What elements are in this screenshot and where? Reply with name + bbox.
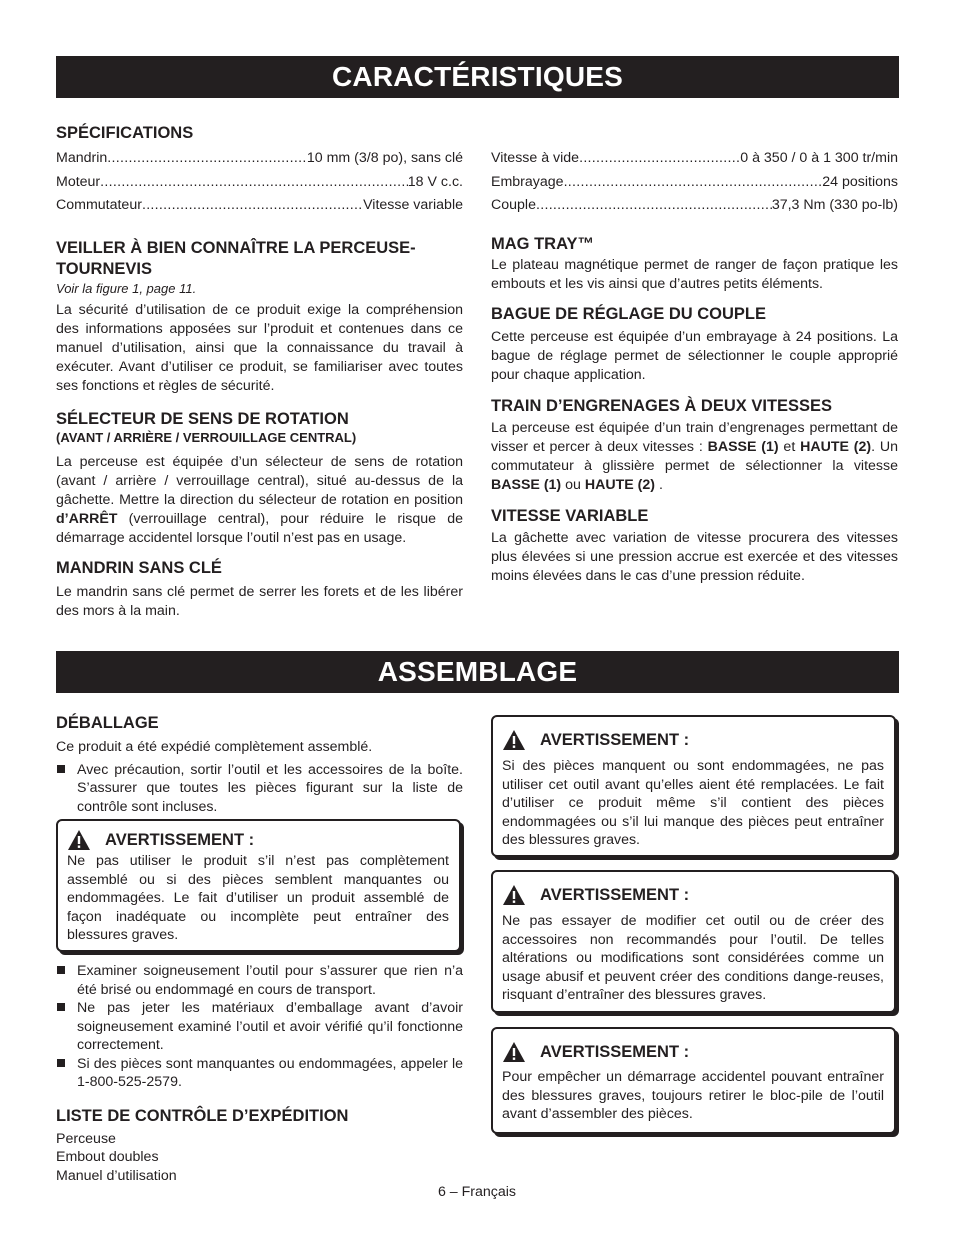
know-text: La sécurité d’utilisation de ce produit exige la compréhension des informations apposées sur l’produit et contenues dans ce manuel d’utilisation, ainsi que la connaissance du travail à exécuter. Avant d’utiliser ce produit, se familiariser avec toutes ses fonctions et règles de sécurité.: [56, 301, 463, 394]
gear-heading: TRAIN D’ENGRENAGES À DEUX VITESSES: [491, 396, 833, 415]
magtray-heading: MAG TRAY™: [491, 234, 594, 253]
specifications-left: [56, 123, 463, 621]
list-item: Ne pas jeter les matériaux d’emballage avant d’avoir soigneusement examiné l’outil et avoir vérifié qu’il fonctionne correctement.: [56, 999, 463, 1055]
spec-leader: [142, 194, 363, 218]
gear-text: [491, 419, 898, 495]
page-footer: 6 – Français: [437, 1184, 517, 1200]
spec-row: [491, 147, 898, 171]
unpacking-bullets: [56, 962, 463, 1185]
specifications-heading: SPÉCIFICATIONS: [56, 124, 194, 142]
selector-text: [56, 453, 463, 548]
gear-text-5: .: [655, 476, 663, 493]
warning-triangle-icon: [67, 829, 91, 851]
spec-label: Couple: [491, 197, 536, 213]
gear-text-2: et: [778, 438, 801, 455]
chuck-text: Le mandrin sans clé permet de serrer les forets et de les libérer des mors à la main.: [56, 583, 463, 619]
unpacking-section: [56, 713, 463, 816]
warning-triangle-icon: [502, 1041, 526, 1063]
section-title-assemblage: ASSEMBLAGE: [56, 651, 899, 693]
spec-row: [56, 147, 463, 171]
warning-text: Si des pièces manquent ou sont endommagées, ne pas utiliser cet outil avant qu’elles aient été remplacées. Le fait d’utiliser ce produit même s’il contient des pièces endommagées ou s’il lui manque des pièces peut entraîner des blessures graves.: [502, 758, 884, 848]
spec-value: 37,3 Nm (330 po-lb): [771, 197, 898, 213]
warning-header: [502, 884, 884, 906]
spec-value: 18 V c.c.: [407, 173, 463, 190]
section-title-caracteristiques: CARACTÉRISTIQUES: [56, 56, 899, 98]
spec-label: Commutateur: [56, 197, 142, 213]
spec-label: Vitesse à vide: [491, 150, 580, 166]
gear-bold-4: HAUTE (2): [584, 476, 655, 493]
selector-subheading: (AVANT / ARRIÈRE / VERROUILLAGE CENTRAL): [56, 429, 357, 445]
list-item: Examiner soigneusement l’outil pour s’assurer que rien n’a été brisé ou endommagé en cours de transport.: [56, 962, 463, 999]
gear-bold-3: BASSE (1): [491, 476, 562, 493]
gear-text-1: La perceuse est équipée d’un train d’engrenages permettant de visser et percer à deux vitesses :: [491, 419, 898, 455]
spec-label: Embrayage: [491, 173, 564, 190]
warning-text: Ne pas utiliser le produit s’il n’est pas complètement assemblé ou si des pièces semblent manquantes ou endommagées. Le fait d’utiliser un produit assemblé de façon inadéquate ou incomplète peut entraîner des blessures graves.: [67, 853, 449, 943]
spec-row: [491, 194, 898, 218]
warning-title: AVERTISSEMENT :: [105, 831, 255, 849]
spec-leader: [107, 147, 307, 171]
warning-title: AVERTISSEMENT :: [540, 886, 690, 904]
figure-note: Voir la figure 1, page 11.: [56, 280, 197, 296]
specifications-right: [491, 147, 898, 586]
spec-row: [56, 171, 463, 195]
spec-row: [56, 194, 463, 218]
list-item: Avec précaution, sortir l’outil et les accessoires de la boîte. S’assurer que toutes les pièces figurant sur la liste de contrôle sont incluses.: [56, 761, 463, 817]
gear-bold-1: BASSE (1): [707, 438, 779, 455]
spec-value: 0 à 350 / 0 à 1 300 tr/min: [740, 150, 898, 166]
warning-triangle-icon: [502, 884, 526, 906]
warning-box: [491, 1027, 896, 1134]
gear-text-3: . Un commutateur à glissière permet de sélectionner la vitesse: [491, 438, 898, 474]
warning-title: AVERTISSEMENT :: [540, 731, 690, 749]
selector-text-bold: d’ARRÊT: [56, 510, 118, 527]
checklist-item: Perceuse: [56, 1130, 116, 1147]
checklist-heading: LISTE DE CONTRÔLE D’EXPÉDITION: [56, 1106, 349, 1125]
spec-label: Mandrin: [56, 150, 108, 166]
know-heading: VEILLER À BIEN CONNAÎTRE LA PERCEUSE-TOURNEVIS: [56, 238, 416, 278]
checklist-item: Manuel d’utilisation: [56, 1167, 177, 1184]
spec-label: Moteur: [56, 173, 101, 190]
variable-text: La gâchette avec variation de vitesse procurera des vitesses plus élevées si une pression accrue est exercée et des vitesses moins élevées dans le cas d’une pression réduite.: [491, 529, 898, 584]
gear-text-4: ou: [561, 476, 585, 493]
warning-box: [491, 715, 896, 857]
spec-value: 10 mm (3/8 po), sans clé: [306, 150, 463, 166]
spec-value: 24 positions: [822, 173, 898, 190]
spec-value: Vitesse variable: [363, 197, 463, 213]
variable-heading: VITESSE VARIABLE: [491, 506, 649, 525]
checklist-item: Embout doubles: [56, 1149, 159, 1165]
torque-text: Cette perceuse est équipée d’un embrayage à 24 positions. La bague de réglage permet de sélectionner le couple approprié pour chaque application.: [491, 328, 898, 383]
warning-header: [502, 1041, 884, 1063]
torque-heading: BAGUE DE RÉGLAGE DU COUPLE: [491, 304, 767, 323]
gear-bold-2: HAUTE (2): [800, 438, 872, 455]
warning-header: [67, 829, 449, 851]
chuck-heading: MANDRIN SANS CLÉ: [56, 558, 222, 577]
spec-leader: [536, 194, 772, 218]
selector-text-a: La perceuse est équipée d’un sélecteur de sens de rotation (avant / arrière / verrouillage central), situé au-dessus de la gâchette. Mettre la direction du sélecteur de rotation en position: [56, 453, 463, 508]
spec-leader: [579, 147, 740, 171]
unpacking-intro: Ce produit a été expédié complètement assemblé.: [56, 739, 373, 755]
warning-header: [502, 729, 884, 751]
selector-heading: SÉLECTEUR DE SENS DE ROTATION: [56, 409, 349, 428]
selector-text-c: (verrouillage central), pour réduire le risque de démarrage accidentel lorsque l’outil n’est pas en usage.: [56, 510, 463, 546]
magtray-text: Le plateau magnétique permet de ranger de façon pratique les embouts et les vis ainsi que d’autres petits éléments.: [491, 256, 898, 292]
warning-title: AVERTISSEMENT :: [540, 1043, 690, 1061]
list-item: Si des pièces sont manquantes ou endommagées, appeler le 1-800-525-2579.: [56, 1055, 463, 1092]
warning-box: [56, 819, 461, 952]
spec-leader: [564, 171, 823, 195]
warning-text: Ne pas essayer de modifier cet outil ou de créer des accessoires non recommandés pour l’outil. De telles altérations ou modifications sont considérées comme un usage abusif et peuvent créer des conditions dange-reuses, risquant d’entraîner des blessures graves.: [502, 913, 884, 1003]
warning-triangle-icon: [502, 729, 526, 751]
warning-text: Pour empêcher un démarrage accidentel pouvant entraîner des blessures graves, toujours retirer le bloc-pile de l’outil avant d’assembler des pièces.: [502, 1069, 884, 1122]
spec-leader: [100, 171, 408, 195]
unpacking-heading: DÉBALLAGE: [56, 714, 159, 732]
warning-box: [491, 870, 896, 1013]
spec-row: [491, 171, 898, 195]
